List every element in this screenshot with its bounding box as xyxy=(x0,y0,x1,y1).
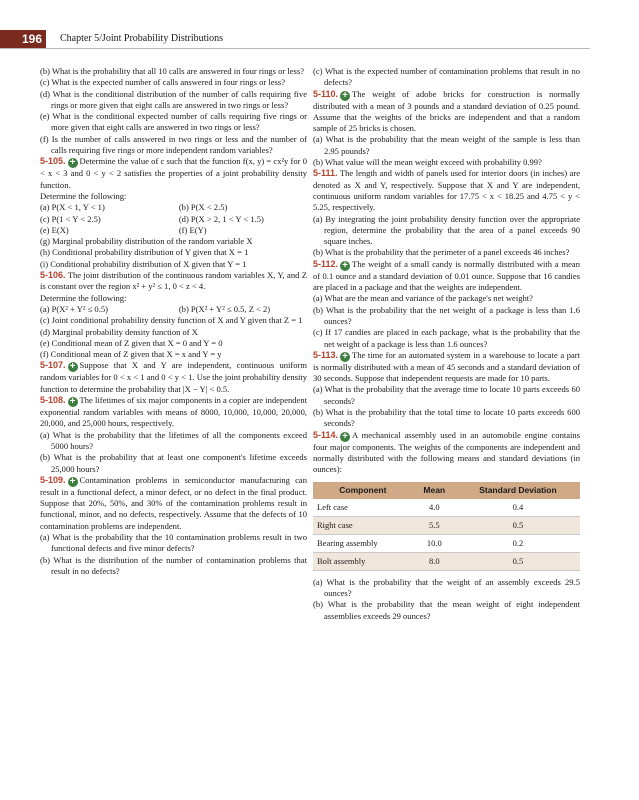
problem-text: A mechanical assembly used in an automobile engine contains four major components. The weights of the components are independent and normally distributed with the following means and standard deviations (in ounces): xyxy=(313,429,580,475)
table-row xyxy=(313,499,580,517)
problem-statement xyxy=(313,259,580,294)
running-title: Chapter 5/Joint Probability Distributions xyxy=(60,33,224,44)
sub-question: (a) What is the probability that the weight of an assembly exceeds 29.5 ounces? xyxy=(313,576,580,599)
table-cell: 5.5 xyxy=(413,516,456,534)
plus-circle-icon: + xyxy=(340,261,350,271)
problem-statement xyxy=(40,360,307,395)
sub-question: (a) What is the probability that the average time to locate 10 parts exceeds 60 seconds? xyxy=(313,384,580,406)
sub-question: (i) Conditional probability distribution of X given that Y = 1 xyxy=(40,258,247,269)
problem-text: The weight of a small candy is normally distributed with a mean of 0.1 ounce and a standard deviation of 0.01 ounce. Suppose that 16 candies are placed in a package and that the weights are independent. xyxy=(313,258,580,293)
table-cell: Bolt assembly xyxy=(313,552,413,570)
table-header-cell: Standard Deviation xyxy=(456,482,580,499)
sub-question: (b) P(X² + Y² ≤ 0.5, Z < 2) xyxy=(178,303,271,314)
sub-question: (b) What value will the mean weight exceed with probability 0.99? xyxy=(313,157,542,168)
problem-statement xyxy=(313,350,580,385)
sub-question: (e) E(X) xyxy=(40,224,69,235)
problem-text: Suppose that X and Y are independent, continuous uniform random variables for 0 < x < 1 and 0 < y < 1. Use the joint probability density function to determine the probability that |X − Y| < 0.5. xyxy=(40,360,307,394)
sub-question: (b) What is the probability that the perimeter of a panel exceeds 46 inches? xyxy=(313,247,570,258)
sub-question: (h) Conditional probability distribution of Y given that X = 1 xyxy=(40,247,249,258)
table-cell: 4.0 xyxy=(413,499,456,517)
table-header-cell: Component xyxy=(313,482,413,499)
sub-question: (a) P(X < 1, Y < 1) xyxy=(40,202,105,213)
sub-question: (c) What is the expected number of calls answered in four rings or less? xyxy=(40,77,286,88)
problem-statement xyxy=(313,168,580,213)
table-cell: Right case xyxy=(313,516,413,534)
sub-question: (b) What is the distribution of the number of contamination problems that result in no defects? xyxy=(40,554,307,576)
sub-question: (a) What are the mean and variance of the package's net weight? xyxy=(313,293,533,304)
sub-question: (a) What is the probability that the lifetimes of all the components exceed 5000 hours? xyxy=(40,429,307,451)
problem-statement xyxy=(40,395,307,430)
sub-question-pair xyxy=(40,304,307,315)
problem-statement xyxy=(313,89,580,135)
sub-question: (c) Joint conditional probability density function of X and Y given that Z = 1 xyxy=(40,315,303,326)
problem-text: The weight of adobe bricks for construction is normally distributed with a mean of 3 pounds and a standard deviation of 0.25 pound. Assume that the weights of the bricks are independent and that a random sample of 25 bricks is chosen. xyxy=(313,88,580,134)
problem-number: 5-109. xyxy=(40,474,66,485)
problem-statement xyxy=(40,156,307,191)
sub-question: (b) What is the probability that the net weight of a package is less than 1.6 ounces? xyxy=(313,304,580,326)
table-cell: 0.5 xyxy=(456,552,580,570)
problem-text: Determine the value of c such that the function f(x, y) = cx²y for 0 < x < 3 and 0 < y < 2 satisfies the properties of a joint probability density function. xyxy=(40,156,307,190)
sub-question: (a) What is the probability that the mean weight of the sample is less than 2.95 pounds? xyxy=(313,134,580,156)
left-column xyxy=(40,66,307,577)
table-cell: 10.0 xyxy=(413,534,456,552)
sub-question: (b) What is the probability that at least one component's lifetime exceeds 25,000 hours? xyxy=(40,452,307,474)
table-body xyxy=(313,499,580,571)
sub-question: (b) What is the probability that all 10 calls are answered in four rings or less? xyxy=(40,66,305,76)
right-column-bottom xyxy=(313,577,580,622)
problem-number: 5-106. xyxy=(40,270,66,281)
plus-circle-icon: + xyxy=(68,397,78,407)
problem-number: 5-113. xyxy=(313,349,339,360)
plus-circle-icon: + xyxy=(340,352,350,362)
header-rule xyxy=(0,48,590,49)
problem-number: 5-111. xyxy=(313,168,338,179)
sub-question: (a) By integrating the joint probability density function over the appropriate region, determine the probability that the area of a panel exceeds 90 square inches. xyxy=(313,213,580,247)
table-row xyxy=(313,516,580,534)
table-cell: 0.4 xyxy=(456,499,580,517)
table-cell: Bearing assembly xyxy=(313,534,413,552)
problem-statement xyxy=(40,475,307,532)
table-cell: Left case xyxy=(313,499,413,517)
sub-question: (d) Marginal probability density function of X xyxy=(40,326,198,337)
page-number: 196 xyxy=(0,30,46,48)
problem-number: 5-110. xyxy=(313,88,339,99)
sub-question: (c) P(1 < Y < 2.5) xyxy=(40,213,101,224)
problem-text: The length and width of panels used for interior doors (in inches) are denoted as X and Y, respectively. Suppose that X and Y are independent, continuous uniform random variables for 17.75 < x < 18.25 and 4.75 < y < 5.25, respectively. xyxy=(313,168,580,213)
page-header xyxy=(0,30,639,48)
instruction-text: Determine the following: xyxy=(40,190,127,201)
plus-circle-icon: + xyxy=(340,432,350,442)
problem-statement xyxy=(313,430,580,476)
problem-number: 5-112. xyxy=(313,258,339,269)
table-cell: 8.0 xyxy=(413,552,456,570)
right-column-top xyxy=(313,66,580,476)
table-cell: 0.2 xyxy=(456,534,580,552)
sub-question: (e) What is the conditional expected number of calls requiring five rings or more given that eight calls are answered in two rings or less? xyxy=(40,111,307,133)
sub-question: (g) Marginal probability distribution of the random variable X xyxy=(40,236,253,247)
sub-question: (f) E(Y) xyxy=(178,224,207,235)
table-row xyxy=(313,552,580,570)
problem-text: The joint distribution of the continuous random variables X, Y, and Z is constant over the region x² + y² ≤ 1, 0 < z < 4. xyxy=(40,270,307,292)
sub-question: (a) P(X² + Y² ≤ 0.5) xyxy=(40,303,108,314)
sub-question: (d) P(X > 2, 1 < Y < 1.5) xyxy=(178,213,264,224)
right-column xyxy=(313,66,580,622)
sub-question: (a) What is the probability that the 10 contamination problems result in two functional defects and five minor defects? xyxy=(40,531,307,554)
table-header-cell: Mean xyxy=(413,482,456,499)
component-weights-table xyxy=(313,482,580,571)
sub-question: (e) Conditional mean of Z given that X = 0 and Y = 0 xyxy=(40,337,223,348)
sub-question: (b) What is the probability that the total time to locate 10 parts exceeds 600 seconds? xyxy=(313,407,580,429)
sub-question: (f) Conditional mean of Z given that X = x and Y = y xyxy=(40,349,222,360)
problem-text: Contamination problems in semiconductor manufacturing can result in a functional defect, a minor defect, or no defect in the final product. Suppose that 20%, 50%, and 30% of the contamination problems result in functional, minor, and no defects, respectively. Assume that the defects of 10 contamination problems are independent. xyxy=(40,474,307,531)
instruction-text: Determine the following: xyxy=(40,292,127,303)
table-header-row xyxy=(313,482,580,499)
plus-circle-icon: + xyxy=(68,158,78,168)
problem-number: 5-114. xyxy=(313,429,339,440)
table-row xyxy=(313,534,580,552)
problem-text: The time for an automated system in a warehouse to locate a part is normally distributed with a mean of 45 seconds and a standard deviation of 30 seconds. Suppose that independent requests are made for 10 parts. xyxy=(313,349,580,384)
plus-circle-icon: + xyxy=(340,91,350,101)
problem-number: 5-105. xyxy=(40,156,66,167)
sub-question-pair xyxy=(40,214,307,225)
sub-question: (b) What is the probability that the mean weight of eight independent assemblies exceeds 29 ounces? xyxy=(313,599,580,621)
problem-number: 5-108. xyxy=(40,395,66,406)
problem-number: 5-107. xyxy=(40,360,66,371)
plus-circle-icon: + xyxy=(68,362,78,372)
problem-text: The lifetimes of six major components in a copier are independent exponential random variables with means of 8000, 10,000, 10,000, 20,000, 20,000, and 25,000 hours, respectively. xyxy=(40,395,307,429)
plus-circle-icon: + xyxy=(68,477,78,487)
problem-statement xyxy=(40,270,307,293)
table-cell: 0.5 xyxy=(456,516,580,534)
sub-question-pair xyxy=(40,225,307,236)
sub-question: (b) P(X < 2.5) xyxy=(178,202,228,213)
sub-question-pair xyxy=(40,202,307,213)
sub-question: (c) What is the expected number of contamination problems that result in no defects? xyxy=(313,66,580,88)
sub-question: (d) What is the conditional distribution of the number of calls requiring five rings or more given that eight calls are answered in two rings or less? xyxy=(40,88,307,110)
sub-question: (f) Is the number of calls answered in two rings or less and the number of calls requiring five rings or more independent random variables? xyxy=(40,133,307,156)
sub-question: (c) If 17 candies are placed in each package, what is the probability that the net weight of a package is less than 1.6 ounces? xyxy=(313,327,580,349)
